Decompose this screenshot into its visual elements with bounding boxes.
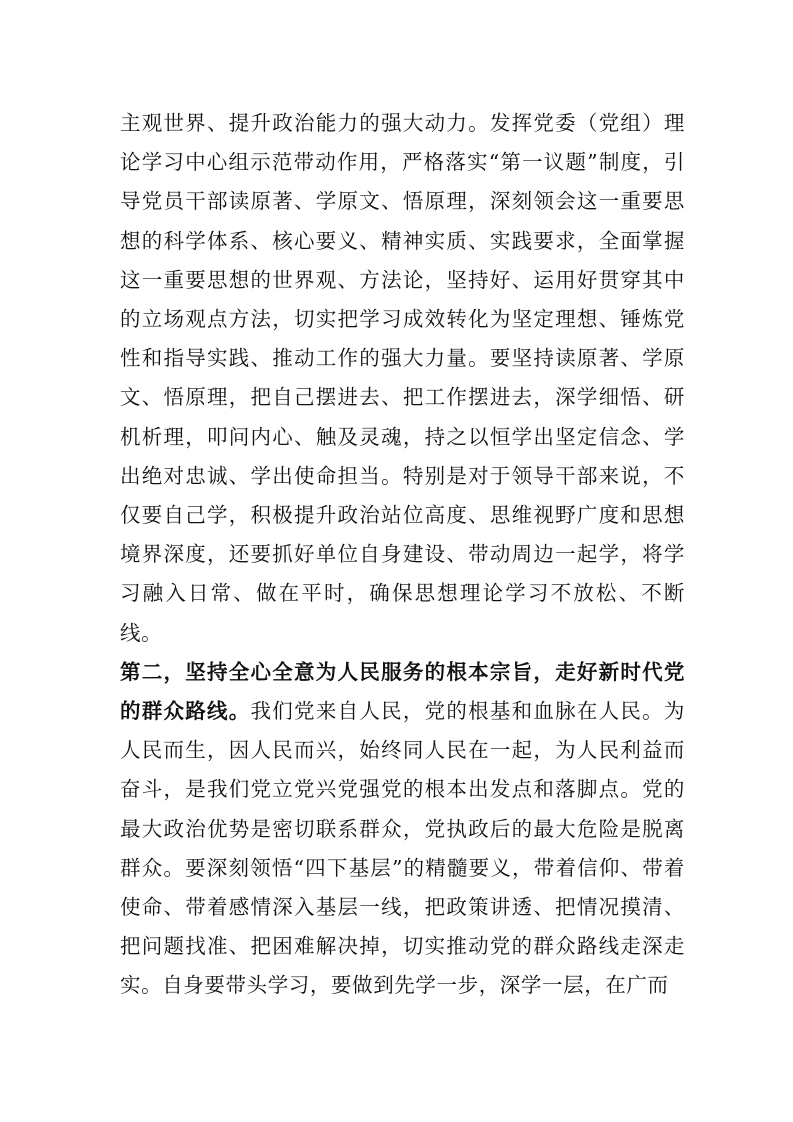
paragraph-2-heading: 第二，坚持全心全意为人民服务的根本宗旨，走好新时代党的群众路线。 — [120, 659, 685, 724]
paragraph-1-text: 主观世界、提升政治能力的强大动力。发挥党委（党组）理论学习中心组示范带动作用，严格落实“第一议题”制度，引导党员干部读原著、学原文、悟原理，深刻领会这一重要思想的科学体系、核心要义、精神实质、实践要求，全面掌握这一重要思想的世界观、方法论，坚持好、运用好贯穿其中的立场观点方法，切实把学习成效转化为坚定理想、锤炼党性和指导实践、推动工作的强大力量。要坚持读原著、学原文、悟原理，把自己摆进去、把工作摆进去，深学细悟、研机析理，叩问内心、触及灵魂，持之以恒学出坚定信念、学出绝对忠诚、学出使命担当。特别是对于领导干部来说，不仅要自己学，积极提升政治站位高度、思维视野广度和思想境界深度，还要抓好单位自身建设、带动周边一起学，将学习融入日常、做在平时，确保思想理论学习不放松、不断线。 — [120, 111, 685, 645]
paragraph-2 — [120, 653, 685, 1006]
paragraph-1 — [120, 104, 685, 653]
paragraph-2-text: 我们党来自人民，党的根基和血脉在人民。为人民而生，因人民而兴，始终同人民在一起，为人民利益而奋斗，是我们党立党兴党强党的根本出发点和落脚点。党的最大政治优势是密切联系群众，党执政后的最大危险是脱离群众。要深刻领悟“四下基层”的精髓要义，带着信仰、带着使命、带着感情深入基层一线，把政策讲透、把情况摸清、把问题找准、把困难解决掉，切实推动党的群众路线走深走实。自身要带头学习，要做到先学一步，深学一层，在广而 — [120, 699, 686, 998]
document-page — [120, 104, 685, 1006]
